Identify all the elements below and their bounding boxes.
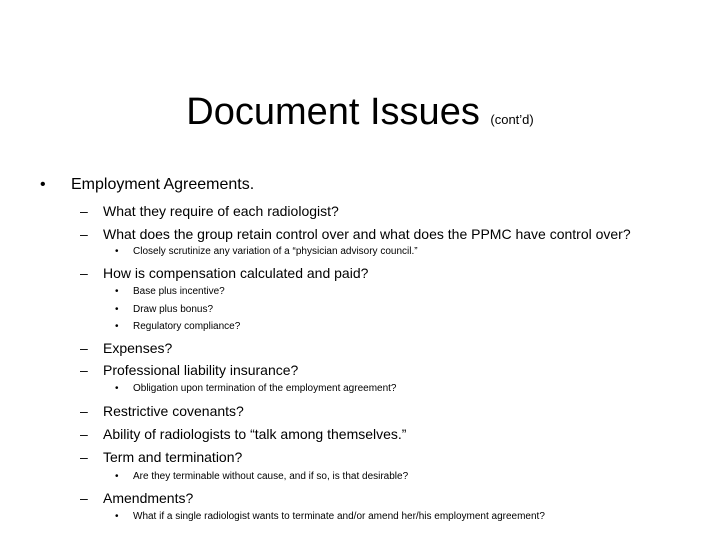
outline-item-level2: What does the group retain control over and what does the PPMC have control over? bbox=[103, 226, 631, 242]
bullet-icon: • bbox=[115, 383, 119, 394]
dash-icon: – bbox=[80, 226, 88, 242]
dash-icon: – bbox=[80, 403, 88, 419]
dash-icon: – bbox=[80, 362, 88, 378]
bullet-icon: • bbox=[115, 511, 119, 522]
outline-item-level3: What if a single radiologist wants to terminate and/or amend her/his employment agreement? bbox=[133, 511, 545, 522]
bullet-icon: • bbox=[115, 286, 119, 297]
outline-item-level2: Ability of radiologists to “talk among themselves.” bbox=[103, 426, 407, 442]
outline-item-level2: Amendments? bbox=[103, 490, 194, 506]
outline-item-level3: Are they terminable without cause, and if so, is that desirable? bbox=[133, 471, 409, 482]
outline-item-level2: How is compensation calculated and paid? bbox=[103, 265, 369, 281]
dash-icon: – bbox=[80, 265, 88, 281]
slide-title bbox=[0, 90, 720, 142]
title-suffix: (cont’d) bbox=[490, 112, 534, 127]
outline-item-level2: Term and termination? bbox=[103, 449, 243, 465]
outline-item-level2: Professional liability insurance? bbox=[103, 362, 299, 378]
bullet-icon: • bbox=[115, 246, 119, 257]
dash-icon: – bbox=[80, 449, 88, 465]
dash-icon: – bbox=[80, 490, 88, 506]
dash-icon: – bbox=[80, 203, 88, 219]
bullet-icon: • bbox=[115, 321, 119, 332]
outline-item-level3: Obligation upon termination of the employment agreement? bbox=[133, 383, 397, 394]
outline-item-level2: What they require of each radiologist? bbox=[103, 203, 339, 219]
bullet-icon: • bbox=[115, 304, 119, 315]
title-main: Document Issues bbox=[186, 91, 480, 133]
bullet-icon: • bbox=[115, 471, 119, 482]
outline-item-level3: Draw plus bonus? bbox=[133, 304, 214, 315]
dash-icon: – bbox=[80, 426, 88, 442]
outline-item-level2: Restrictive covenants? bbox=[103, 403, 244, 419]
outline-item-level3: Regulatory compliance? bbox=[133, 321, 241, 332]
dash-icon: – bbox=[80, 340, 88, 356]
outline-item-level3: Closely scrutinize any variation of a “physician advisory council.” bbox=[133, 246, 418, 257]
outline-item-level2: Expenses? bbox=[103, 340, 173, 356]
outline-item-level3: Base plus incentive? bbox=[133, 286, 225, 297]
outline-item-level1: Employment Agreements. bbox=[71, 176, 255, 193]
bullet-icon: • bbox=[40, 176, 46, 193]
